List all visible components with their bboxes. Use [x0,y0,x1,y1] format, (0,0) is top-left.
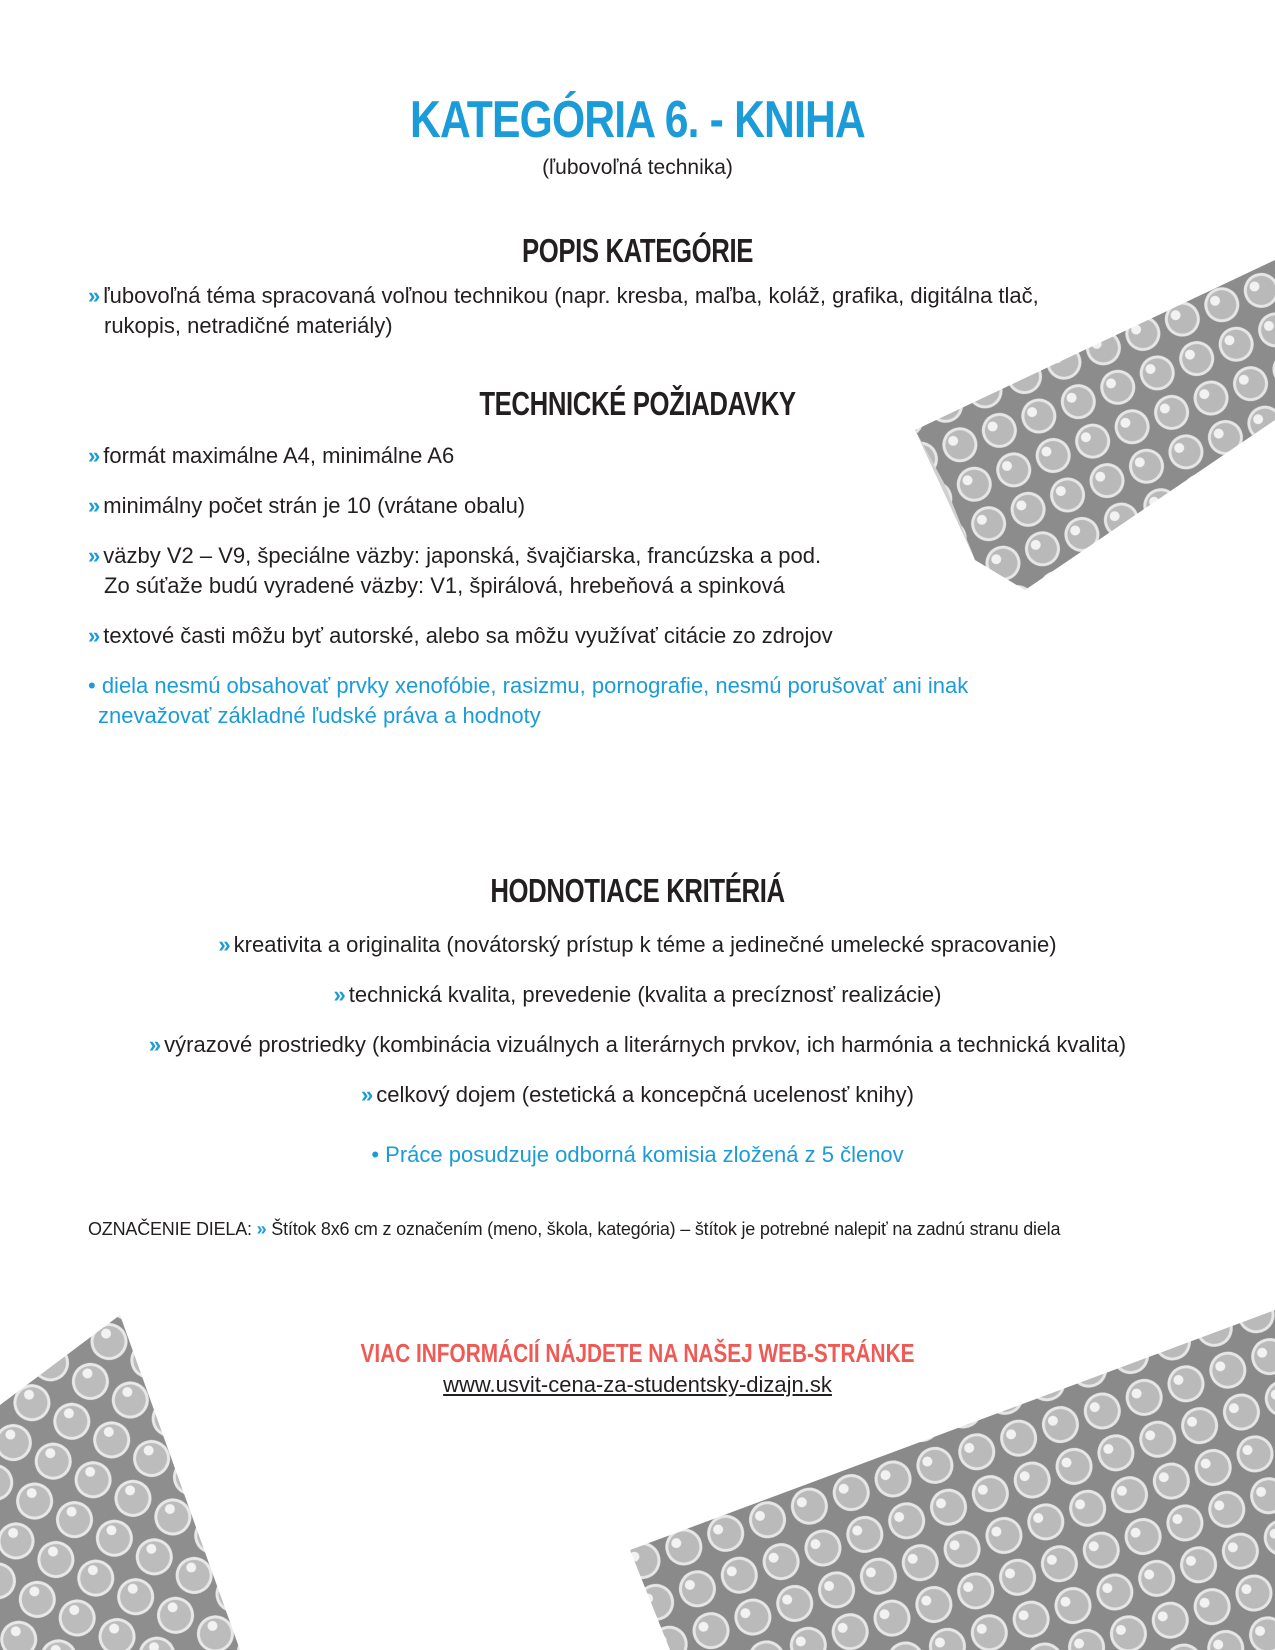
chevron-icon: » [88,443,101,468]
more-info-heading: VIAC INFORMÁCIÍ NÁJDETE NA NAŠEJ WEB-STRÁNKE [360,1338,915,1368]
criteria-item: » celkový dojem (estetická a koncepčná ucelenosť knihy) [361,1082,914,1107]
chevron-icon: » [256,1219,267,1239]
oznacenie-label: OZNAČENIE DIELA: [88,1219,252,1239]
page-title: KATEGÓRIA 6. - KNIHA [409,91,866,149]
website-link[interactable]: www.usvit-cena-za-studentsky-dizajn.sk [443,1372,832,1397]
chevron-icon: » [361,1082,374,1107]
criteria-item: » technická kvalita, prevedenie (kvalita a precíznosť realizácie) [333,982,942,1007]
list-item: » ľubovoľná téma spracovaná voľnou technikou (napr. kresba, maľba, koláž, grafika, digitálna tlač, rukopis, netradičné materiály) [88,283,1039,338]
section-heading-hodnotiace: HODNOTIACE KRITÉRIÁ [490,872,785,909]
oznacenie-text: Štítok 8x6 cm z označením (meno, škola, kategória) – štítok je potrebné nalepiť na zadnú stranu diela [271,1219,1061,1239]
chevron-icon: » [88,283,101,308]
criteria-note: • Práce posudzuje odborná komisia zložená z 5 členov [371,1142,904,1167]
section-heading-technicke: TECHNICKÉ POŽIADAVKY [479,385,796,422]
chevron-icon: » [218,932,231,957]
technicke-note: • diela nesmú obsahovať prvky xenofóbie, rasizmu, pornografie, nesmú porušovať ani inak znevažovať základné ľudské práva a hodnoty [88,673,969,728]
chevron-icon: » [88,623,101,648]
list-item: » textové časti môžu byť autorské, alebo sa môžu využívať citácie zo zdrojov [88,623,833,648]
list-item: » minimálny počet strán je 10 (vrátane obalu) [88,493,526,518]
section-heading-popis: POPIS KATEGÓRIE [521,232,754,269]
chevron-icon: » [88,493,101,518]
page-subtitle: (ľubovoľná technika) [542,156,733,179]
chevron-icon: » [333,982,346,1007]
list-item: » formát maximálne A4, minimálne A6 [88,443,455,468]
criteria-item: » výrazové prostriedky (kombinácia vizuálnych a literárnych prvkov, ich harmónia a technická kvalita) [148,1032,1127,1057]
oznacenie-diela [88,1219,1060,1240]
chevron-icon: » [88,543,101,568]
list-item: » väzby V2 – V9, špeciálne väzby: japonská, švajčiarska, francúzska a pod. Zo súťaže budú vyradené väzby: V1, špirálová, hrebeňová a spinková [88,543,822,598]
criteria-item: » kreativita a originalita (novátorský prístup k téme a jedinečné umelecké spracovanie) [218,932,1057,957]
chevron-icon: » [148,1032,162,1057]
